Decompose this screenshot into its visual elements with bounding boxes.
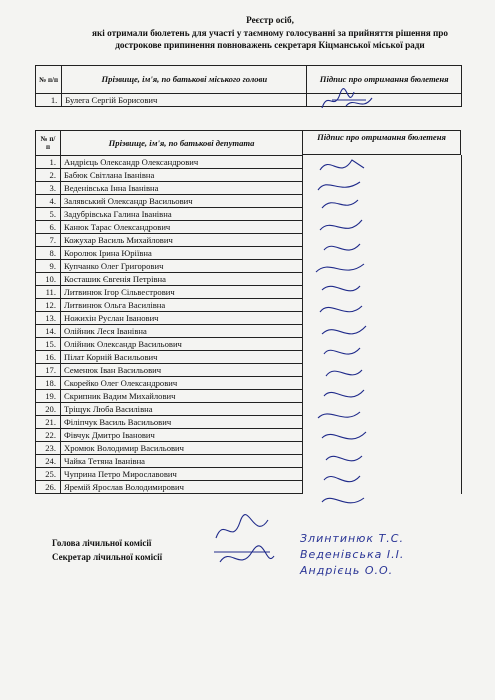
row-number: 24.	[36, 455, 61, 468]
row-number: 22.	[36, 429, 61, 442]
row-name: Кожухар Василь Михайлович	[61, 234, 303, 247]
table-row	[36, 208, 303, 221]
handwritten-name: Веденівська І.І.	[300, 548, 405, 561]
table-row	[36, 260, 303, 273]
row-name: Косташик Євгенія Петрівна	[61, 273, 303, 286]
row-number: 20.	[36, 403, 61, 416]
row-number: 23.	[36, 442, 61, 455]
col-signature-header: Підпис про отримання бюлетеня	[307, 66, 462, 94]
mayor-signature	[318, 86, 378, 116]
table-row	[36, 169, 303, 182]
row-number: 6.	[36, 221, 61, 234]
table-row	[36, 221, 303, 234]
table-row	[36, 94, 462, 107]
row-name: Залявський Олександр Васильович	[61, 195, 303, 208]
row-name: Литвинюк Ігор Сільвестрович	[61, 286, 303, 299]
row-name: Булега Сергій Борисович	[62, 94, 307, 107]
table-row	[36, 468, 303, 481]
table-row	[36, 338, 303, 351]
row-name: Пілат Корній Васильович	[61, 351, 303, 364]
row-name: Скорейко Олег Олександрович	[61, 377, 303, 390]
row-name: Чайка Тетяна Іванівна	[61, 455, 303, 468]
handwritten-name: Злинтинюк Т.С.	[300, 532, 404, 545]
table-row	[36, 156, 303, 169]
row-name: Купчанко Олег Григорович	[61, 260, 303, 273]
row-number: 8.	[36, 247, 61, 260]
col-name-header: Прізвище, ім'я, по батькові депутата	[61, 131, 303, 156]
row-number: 1.	[36, 94, 62, 107]
row-number: 4.	[36, 195, 61, 208]
table-row	[36, 247, 303, 260]
row-name: Яремій Ярослав Володимирович	[61, 481, 303, 494]
deputy-table	[35, 130, 303, 494]
table-row	[36, 377, 303, 390]
row-number: 12.	[36, 299, 61, 312]
row-number: 15.	[36, 338, 61, 351]
row-number: 1.	[36, 156, 61, 169]
handwritten-name: Андрієць О.О.	[300, 564, 394, 577]
row-number: 25.	[36, 468, 61, 481]
deputy-signatures	[300, 150, 390, 518]
row-number: 9.	[36, 260, 61, 273]
title-line-3: дострокове припинення повноважень секретаря Кіцманської міської ради	[115, 40, 425, 50]
commission-secretary-label: Секретар лічильної комісії	[52, 552, 163, 562]
table-row	[36, 286, 303, 299]
table-row	[36, 234, 303, 247]
row-name: Хромюк Володимир Васильович	[61, 442, 303, 455]
row-name: Олійник Олександр Васильович	[61, 338, 303, 351]
row-number: 21.	[36, 416, 61, 429]
table-row	[36, 273, 303, 286]
row-name: Литвинюк Ольга Василівна	[61, 299, 303, 312]
row-number: 17.	[36, 364, 61, 377]
row-number: 5.	[36, 208, 61, 221]
row-name: Філіпчук Василь Васильович	[61, 416, 303, 429]
table-row	[36, 416, 303, 429]
table-row	[36, 312, 303, 325]
table-row	[36, 351, 303, 364]
row-number: 3.	[36, 182, 61, 195]
table-row	[36, 195, 303, 208]
col-name-header: Прізвище, ім'я, по батькові міського голови	[62, 66, 307, 94]
table-row	[36, 364, 303, 377]
row-name: Тріщук Люба Василівна	[61, 403, 303, 416]
row-name: Скрипник Вадим Михайлович	[61, 390, 303, 403]
table-row	[36, 325, 303, 338]
table-row	[36, 442, 303, 455]
row-name: Веденівська Інна Іванівна	[61, 182, 303, 195]
row-name: Олійник Леся Іванівна	[61, 325, 303, 338]
col-signature-header: Підпис про отримання бюлетеня	[303, 130, 461, 155]
row-number: 13.	[36, 312, 61, 325]
table-row	[36, 390, 303, 403]
row-name: Задубрівська Галина Іванівна	[61, 208, 303, 221]
row-number: 11.	[36, 286, 61, 299]
row-number: 10.	[36, 273, 61, 286]
row-number: 19.	[36, 390, 61, 403]
row-number: 18.	[36, 377, 61, 390]
row-number: 16.	[36, 351, 61, 364]
row-name: Королюк Ірина Юріївна	[61, 247, 303, 260]
row-name: Чуприна Петро Мирославович	[61, 468, 303, 481]
row-name: Семенюк Іван Васильович	[61, 364, 303, 377]
row-number: 26.	[36, 481, 61, 494]
mayor-table	[35, 65, 462, 107]
title-line-2: які отримали бюлетень для участі у таємному голосуванні за прийняття рішення про	[91, 27, 449, 38]
table-row	[36, 481, 303, 494]
document-title	[60, 14, 480, 52]
row-number: 2.	[36, 169, 61, 182]
commission-signatures	[210, 512, 280, 576]
col-num-header: № п/п	[36, 131, 61, 156]
row-name: Фівчук Дмитро Іванович	[61, 429, 303, 442]
table-row	[36, 429, 303, 442]
commission-head-label: Голова лічильної комісії	[52, 538, 152, 548]
table-row	[36, 299, 303, 312]
row-number: 7.	[36, 234, 61, 247]
title-line-1: Реєстр осіб,	[246, 15, 294, 25]
table-row	[36, 455, 303, 468]
row-name: Ножихін Руслан Іванович	[61, 312, 303, 325]
row-name: Андрієць Олександр Олександрович	[61, 156, 303, 169]
table-row	[36, 403, 303, 416]
row-name: Бабюк Світлана Іванівна	[61, 169, 303, 182]
table-row	[36, 182, 303, 195]
row-number: 14.	[36, 325, 61, 338]
col-num-header: № п/п	[36, 66, 62, 94]
row-name: Канюк Тарас Олександрович	[61, 221, 303, 234]
